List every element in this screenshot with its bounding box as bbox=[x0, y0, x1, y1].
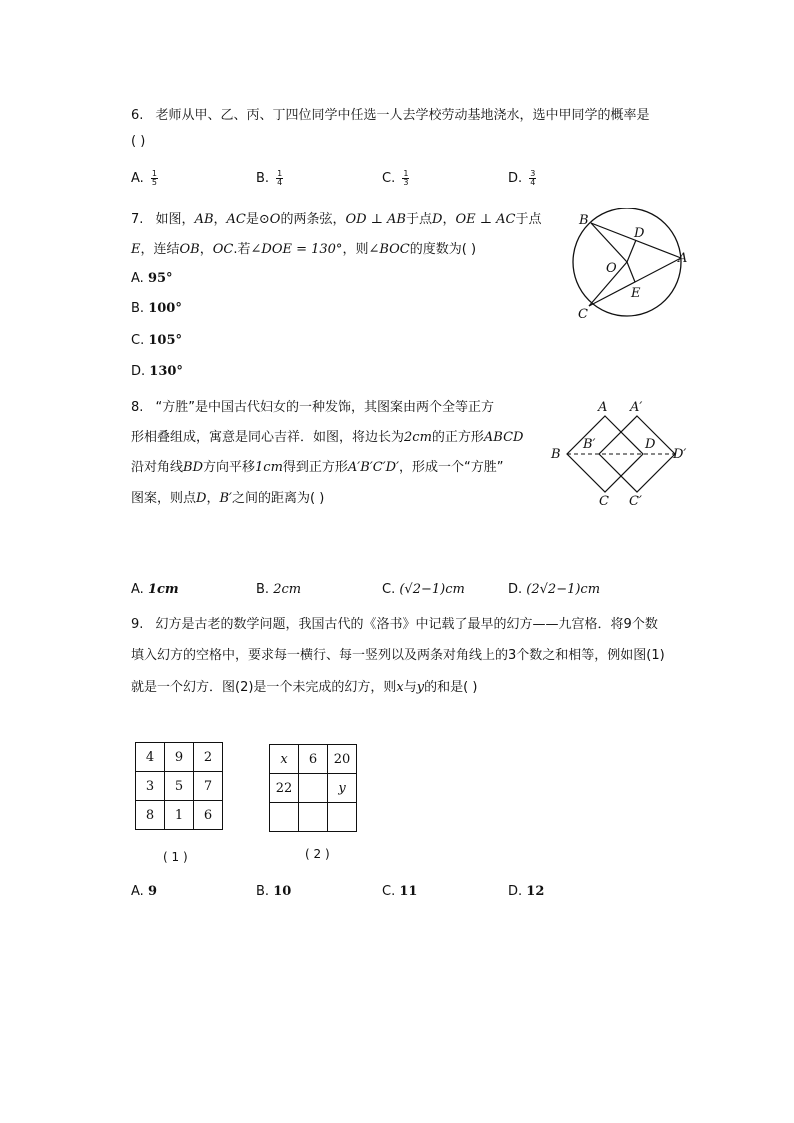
text: 于点 bbox=[515, 212, 542, 227]
option-value: 1cm bbox=[147, 582, 179, 597]
q8-option-b[interactable] bbox=[256, 582, 301, 597]
q8-line1 bbox=[131, 396, 494, 415]
text: 方向平移 bbox=[203, 460, 256, 475]
option-label: D. bbox=[131, 364, 146, 379]
grid-cell: 1 bbox=[165, 801, 194, 830]
grid-cell: 6 bbox=[299, 745, 328, 774]
option-label: B. bbox=[256, 582, 270, 597]
grid-cell: x bbox=[270, 745, 299, 774]
text: 的两条弦， bbox=[280, 212, 346, 227]
math: x bbox=[396, 680, 404, 695]
text: 的正方形 bbox=[431, 430, 484, 445]
math: OB bbox=[179, 242, 200, 257]
grid-cell bbox=[270, 803, 299, 832]
q8-line2 bbox=[131, 426, 523, 445]
label-a: A bbox=[598, 400, 608, 415]
q8-line3 bbox=[131, 456, 504, 475]
q7-option-a[interactable] bbox=[131, 271, 173, 286]
grid-cell: 20 bbox=[328, 745, 357, 774]
text: 与 bbox=[403, 680, 417, 695]
option-label: A. bbox=[131, 171, 144, 186]
math: AC bbox=[226, 212, 246, 227]
q9-option-c[interactable] bbox=[382, 884, 417, 899]
segment-od bbox=[627, 240, 636, 262]
q8-option-c[interactable] bbox=[382, 582, 465, 597]
q9-line3 bbox=[131, 676, 477, 695]
grid-cell: 5 bbox=[165, 772, 194, 801]
math: OD ⊥ AB bbox=[345, 212, 406, 227]
q6-paren: ( ) bbox=[131, 134, 146, 149]
math: OC bbox=[212, 242, 234, 257]
q9-option-d[interactable] bbox=[508, 884, 544, 899]
option-value: 130° bbox=[149, 364, 183, 379]
text: ，则 bbox=[342, 242, 369, 257]
option-value: 11 bbox=[399, 884, 418, 899]
text: 图案，则点 bbox=[131, 491, 197, 506]
label-d-prime: D′ bbox=[673, 447, 687, 462]
math: ∠BOC bbox=[368, 242, 410, 257]
grid-cell: 7 bbox=[194, 772, 223, 801]
q7-circle-figure bbox=[565, 208, 695, 323]
grid-cell: 6 bbox=[194, 801, 223, 830]
option-label: B. bbox=[256, 171, 270, 186]
option-value: 2cm bbox=[273, 582, 302, 597]
math: ∠DOE = 130° bbox=[250, 242, 343, 257]
math: ABCD bbox=[483, 430, 524, 445]
text: 形相叠组成，寓意是同心吉祥．如图，将边长为 bbox=[131, 430, 405, 445]
text: 的度数为( ) bbox=[409, 242, 477, 257]
q6-option-b[interactable] bbox=[256, 170, 283, 187]
grid1-caption: ( 1 ) bbox=[163, 850, 188, 864]
text: .若 bbox=[233, 242, 251, 257]
q8-fangsheng-figure bbox=[545, 396, 695, 511]
text: 得到正方形 bbox=[282, 460, 348, 475]
magic-square-2 bbox=[269, 744, 357, 832]
q7-option-c[interactable] bbox=[131, 333, 182, 348]
option-label: B. bbox=[256, 884, 270, 899]
math: 1cm bbox=[255, 460, 283, 475]
option-label: D. bbox=[508, 884, 523, 899]
q9-line1 bbox=[131, 613, 658, 632]
grid-cell: y bbox=[328, 774, 357, 803]
math: BD bbox=[183, 460, 203, 475]
label-d: D bbox=[645, 437, 656, 452]
q9-option-a[interactable] bbox=[131, 884, 157, 899]
grid-cell bbox=[328, 803, 357, 832]
option-label: D. bbox=[508, 582, 523, 597]
text: “方胜”是中国古代妇女的一种发饰，其图案由两个全等正方 bbox=[155, 400, 495, 415]
q7-option-d[interactable] bbox=[131, 364, 183, 379]
option-label: D. bbox=[508, 171, 523, 186]
grid-cell bbox=[299, 774, 328, 803]
label-b-prime: B′ bbox=[583, 437, 596, 452]
option-value: 12 bbox=[526, 884, 545, 899]
text: ，形成一个“方胜” bbox=[399, 460, 504, 475]
q8-number: 8. bbox=[131, 400, 144, 415]
label-a: A bbox=[678, 251, 688, 266]
math: A′B′C′D′ bbox=[347, 460, 400, 475]
math: AB bbox=[194, 212, 214, 227]
q6-text-line1 bbox=[131, 104, 650, 123]
text: ， bbox=[199, 242, 213, 257]
label-a-prime: A′ bbox=[630, 400, 643, 415]
fraction: $\frac{1}{3}$ bbox=[403, 169, 409, 187]
grid-cell: 8 bbox=[136, 801, 165, 830]
grid-cell: 2 bbox=[194, 743, 223, 772]
option-value: 10 bbox=[273, 884, 292, 899]
q7-line2 bbox=[131, 238, 476, 257]
text: ， bbox=[206, 491, 220, 506]
label-c: C bbox=[578, 307, 588, 322]
grid-cell: 9 bbox=[165, 743, 194, 772]
label-o: O bbox=[606, 261, 617, 276]
option-value: 95° bbox=[147, 271, 173, 286]
math: D bbox=[196, 491, 207, 506]
fraction: $\frac{1}{5}$ bbox=[151, 169, 157, 187]
segment-ob bbox=[591, 223, 627, 262]
q9-option-b[interactable] bbox=[256, 884, 291, 899]
segment-oe bbox=[627, 262, 635, 282]
text: 于点 bbox=[405, 212, 432, 227]
text: 沿对角线 bbox=[131, 460, 184, 475]
option-label: A. bbox=[131, 271, 144, 286]
option-label: C. bbox=[131, 333, 145, 348]
q7-option-b[interactable] bbox=[131, 301, 182, 316]
text: 如图， bbox=[155, 212, 195, 227]
magic-square-1 bbox=[135, 742, 223, 830]
text: 的和是( ) bbox=[424, 680, 478, 695]
option-label: A. bbox=[131, 582, 144, 597]
q7-number: 7. bbox=[131, 212, 144, 227]
math: B′ bbox=[219, 491, 232, 506]
text: 就是一个幻方．图(2)是一个未完成的幻方，则 bbox=[131, 680, 397, 695]
math: D bbox=[432, 212, 443, 227]
label-c: C bbox=[599, 494, 609, 509]
grid-cell bbox=[299, 803, 328, 832]
q6-option-c[interactable] bbox=[382, 170, 409, 187]
math: y bbox=[416, 680, 425, 695]
q9-line2: 填入幻方的空格中，要求每一横行、每一竖列以及两条对角线上的3个数之和相等，例如图(1) bbox=[131, 648, 665, 663]
text: ， bbox=[213, 212, 227, 227]
text: ，连结 bbox=[140, 242, 180, 257]
option-value: 100° bbox=[148, 301, 182, 316]
math: ⊙O bbox=[258, 212, 281, 227]
q6-number: 6. bbox=[131, 108, 144, 123]
text: ， bbox=[442, 212, 456, 227]
q8-option-d[interactable] bbox=[508, 582, 600, 597]
option-label: C. bbox=[382, 171, 396, 186]
label-e: E bbox=[631, 286, 641, 301]
q6-stem: 老师从甲、乙、丙、丁四位同学中任选一人去学校劳动基地浇水，选中甲同学的概率是 bbox=[155, 108, 650, 123]
q9-number: 9. bbox=[131, 617, 144, 632]
q6-option-d[interactable] bbox=[508, 170, 536, 187]
option-label: B. bbox=[131, 301, 145, 316]
option-value: 105° bbox=[148, 333, 182, 348]
label-c-prime: C′ bbox=[629, 494, 642, 509]
text: 幻方是古老的数学问题，我国古代的《洛书》中记载了最早的幻方——九宫格．将9个数 bbox=[155, 617, 658, 632]
option-value: 9 bbox=[147, 884, 157, 899]
grid2-caption: ( 2 ) bbox=[305, 847, 330, 861]
math: 2cm bbox=[404, 430, 432, 445]
text: 是 bbox=[245, 212, 259, 227]
option-label: C. bbox=[382, 884, 396, 899]
grid-cell: 22 bbox=[270, 774, 299, 803]
option-label: A. bbox=[131, 884, 144, 899]
math: E bbox=[131, 242, 141, 257]
fraction: $\frac{3}{4}$ bbox=[530, 169, 536, 187]
grid-cell: 4 bbox=[136, 743, 165, 772]
option-label: C. bbox=[382, 582, 396, 597]
fraction: $\frac{1}{4}$ bbox=[277, 169, 283, 187]
option-value: (2√2−1)cm bbox=[526, 582, 601, 597]
q7-line1 bbox=[131, 208, 541, 227]
label-d: D bbox=[634, 226, 645, 241]
q8-line4 bbox=[131, 487, 324, 506]
label-b: B bbox=[579, 213, 589, 228]
text: 之间的距离为( ) bbox=[231, 491, 325, 506]
q8-option-a[interactable] bbox=[131, 582, 179, 597]
math: OE ⊥ AC bbox=[455, 212, 516, 227]
label-b: B bbox=[551, 447, 561, 462]
q6-option-a[interactable] bbox=[131, 170, 158, 187]
grid-cell: 3 bbox=[136, 772, 165, 801]
option-value: (√2−1)cm bbox=[399, 582, 465, 597]
